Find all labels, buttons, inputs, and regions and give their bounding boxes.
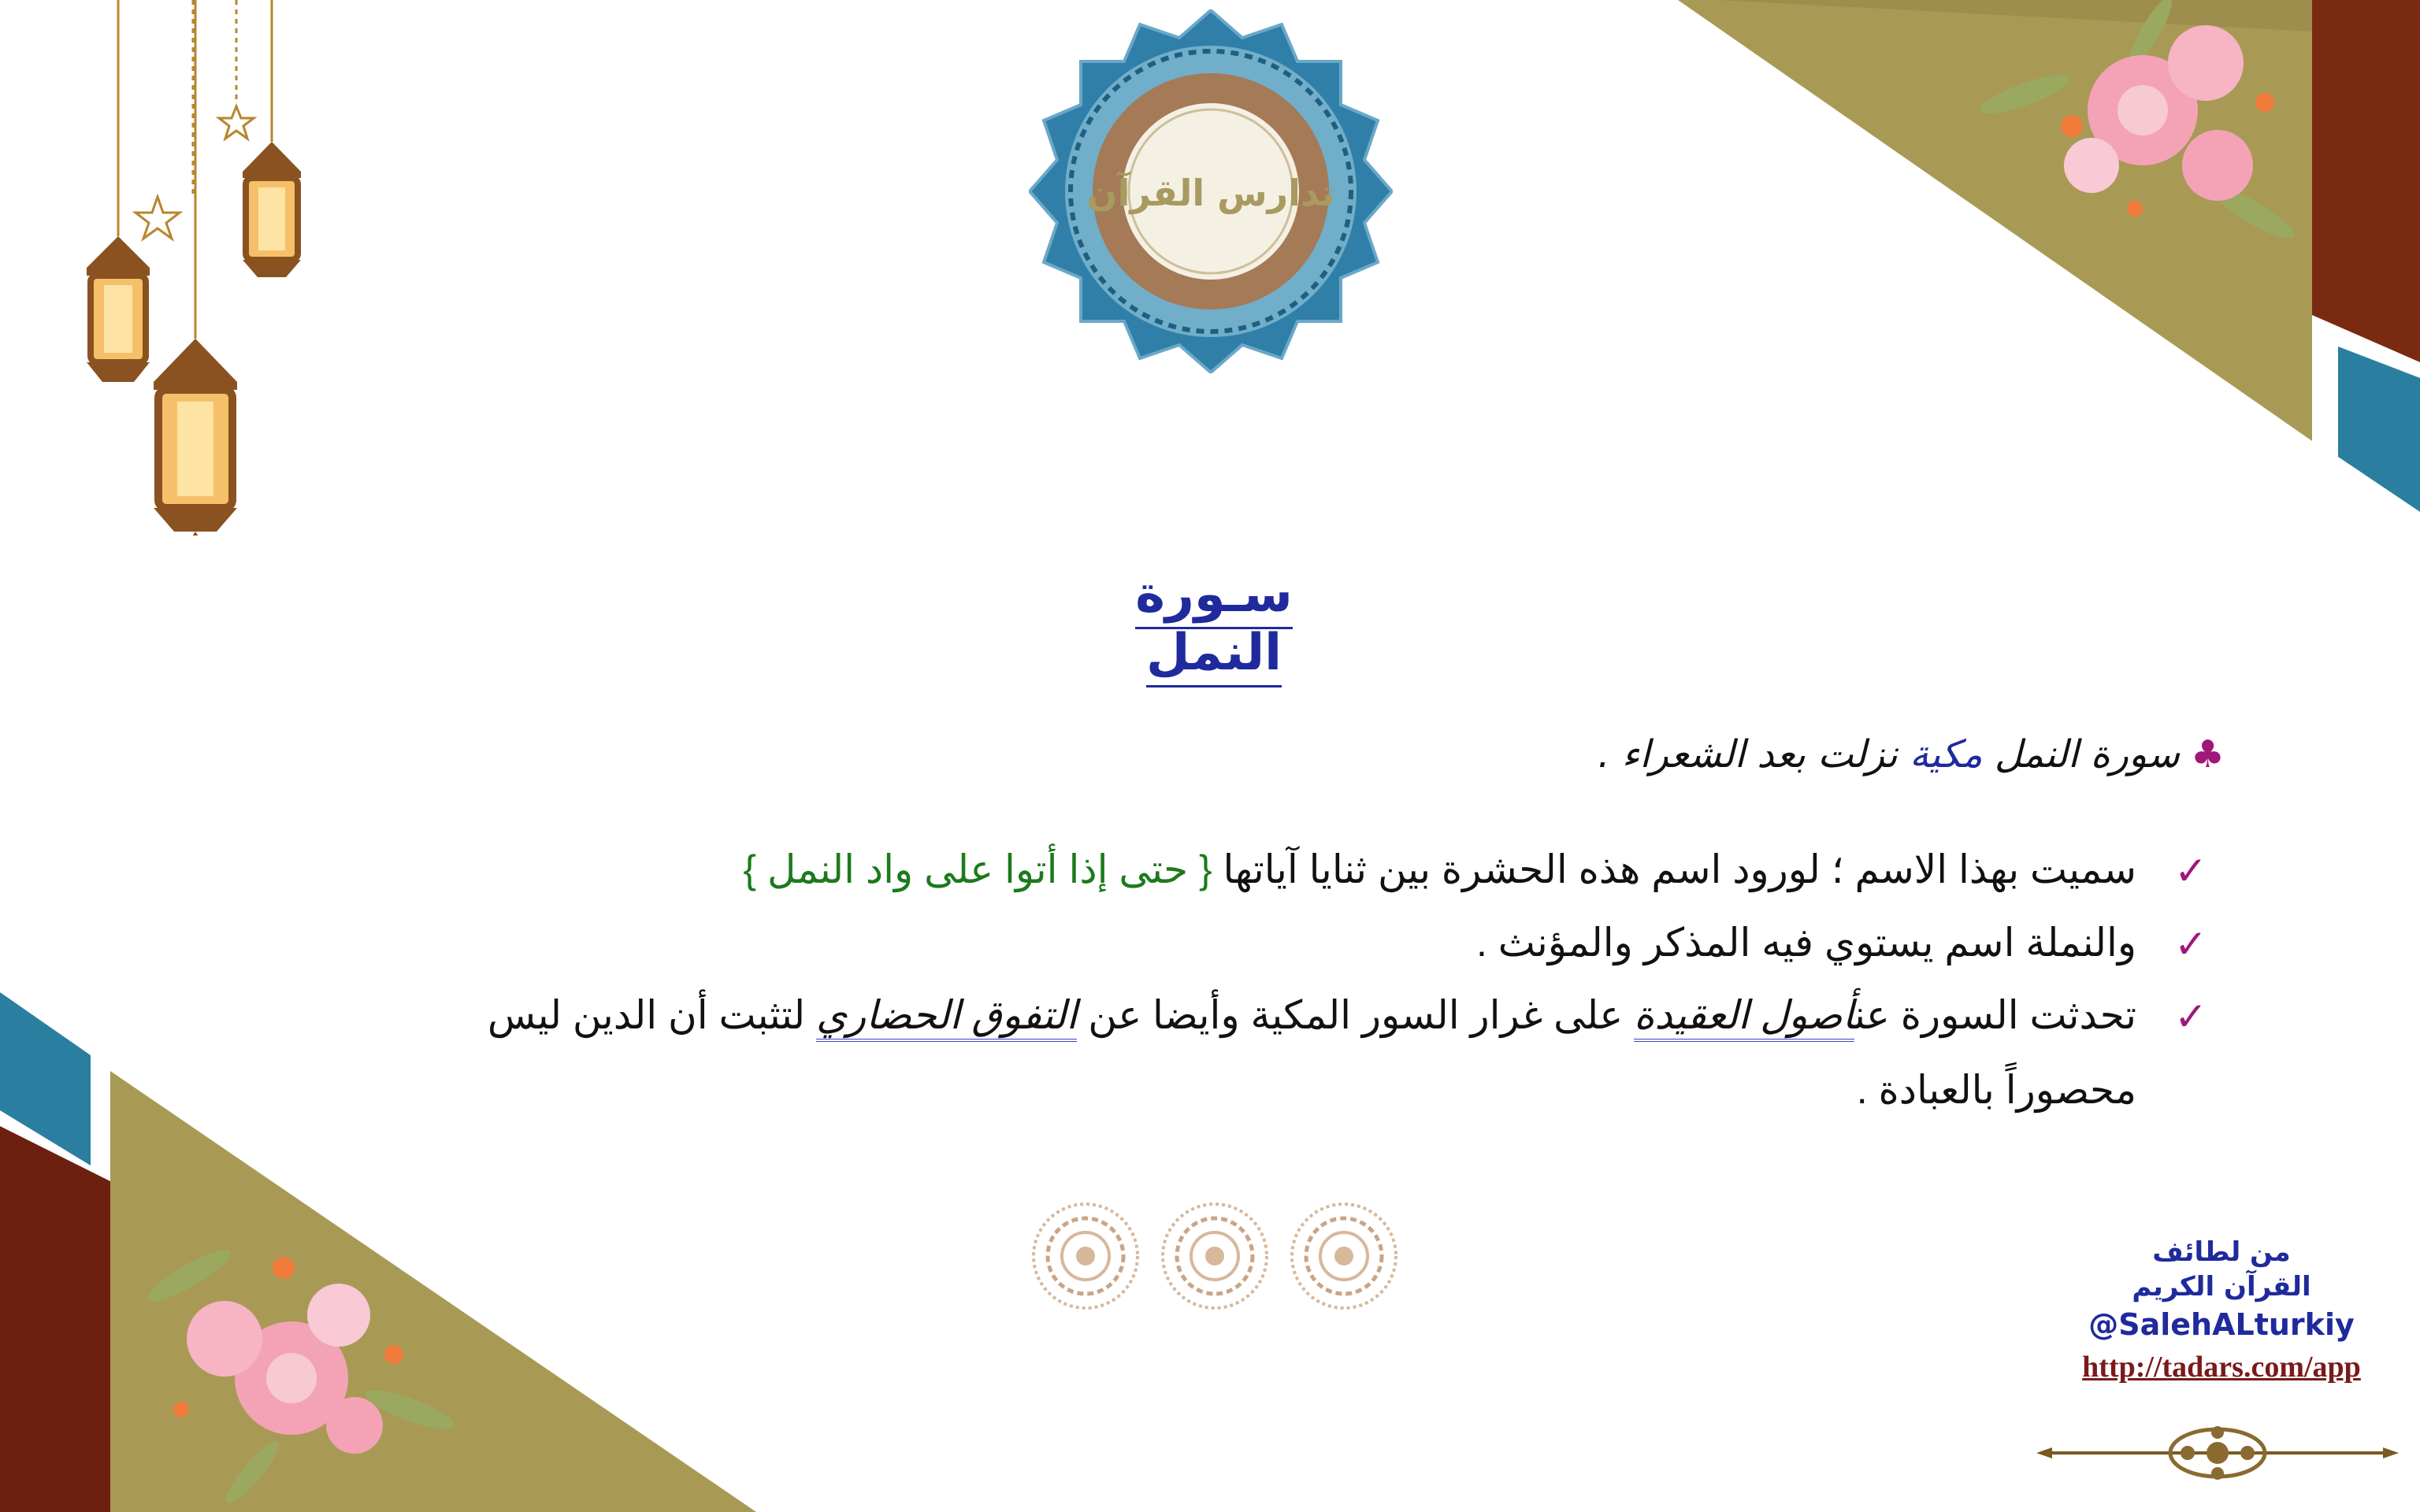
top-right-brown-strip — [2312, 0, 2420, 362]
bullet-3-p1: تحدثت السورة عن — [1854, 993, 2136, 1037]
footer-url-link[interactable]: http://tadars.com/app — [2082, 1351, 2361, 1384]
bullet-3 — [487, 992, 2207, 1039]
check-icon: ✓ — [2174, 995, 2207, 1039]
flowers-icon — [126, 1228, 488, 1512]
lanterns-icon — [71, 0, 331, 536]
bullet-3-underlined-2: التفوق الحضاري — [816, 993, 1077, 1042]
footer-line-1: من لطائف — [2152, 1236, 2291, 1268]
intro-part1: سورة النمل — [1982, 732, 2180, 776]
check-icon: ✓ — [2174, 849, 2207, 893]
right-teal-strip — [2338, 346, 2420, 512]
intro-line — [1279, 732, 2225, 776]
intro-makkia: مكية — [1910, 732, 1983, 776]
rosette-icon — [1163, 1204, 1267, 1308]
bullet-1-quote: { حتى إذا أتوا على واد النمل } — [743, 847, 1212, 891]
quran-medallion-icon — [1029, 9, 1393, 373]
flowers-icon — [1954, 0, 2316, 284]
bullet-1 — [743, 847, 2207, 893]
page-title-text: سـورة النمل — [1135, 565, 1293, 687]
check-icon: ✓ — [2174, 922, 2207, 966]
bullet-3-p3: لتثبت أن الدين ليس — [487, 993, 817, 1037]
ornament-divider-icon — [2036, 1418, 2399, 1488]
footer — [2056, 1236, 2387, 1384]
footer-line-2: القرآن الكريم — [2132, 1271, 2311, 1303]
bullet-1-text: سميت بهذا الاسم ؛ لورود اسم هذه الحشرة بين ثنايا آياتها — [1212, 847, 2136, 891]
rosettes — [1024, 1197, 1402, 1315]
bullet-3-line-2 — [1857, 1067, 2136, 1113]
rosette-icon — [1034, 1204, 1138, 1308]
bullet-3-p2: على غرار السور المكية وأيضا عن — [1077, 993, 1635, 1037]
intro-part2: نزلت بعد الشعراء . — [1598, 732, 1910, 776]
footer-handle[interactable]: @SalehALturkiy — [2088, 1307, 2355, 1342]
bullet-3-line2-text: محصوراً بالعبادة . — [1856, 1068, 2136, 1112]
bottom-left-brown-strip — [0, 1126, 110, 1512]
page-title — [1092, 565, 1336, 682]
logo-text: تدارس القرآن — [1086, 172, 1335, 214]
club-icon: ♣ — [2190, 732, 2225, 776]
bullet-2-text: والنملة اسم يستوي فيه المذكر والمؤنث . — [1476, 921, 2136, 965]
bullet-2 — [1476, 920, 2207, 966]
rosette-icon — [1292, 1204, 1396, 1308]
bullet-3-underlined-1: أصول العقيدة — [1634, 993, 1854, 1042]
